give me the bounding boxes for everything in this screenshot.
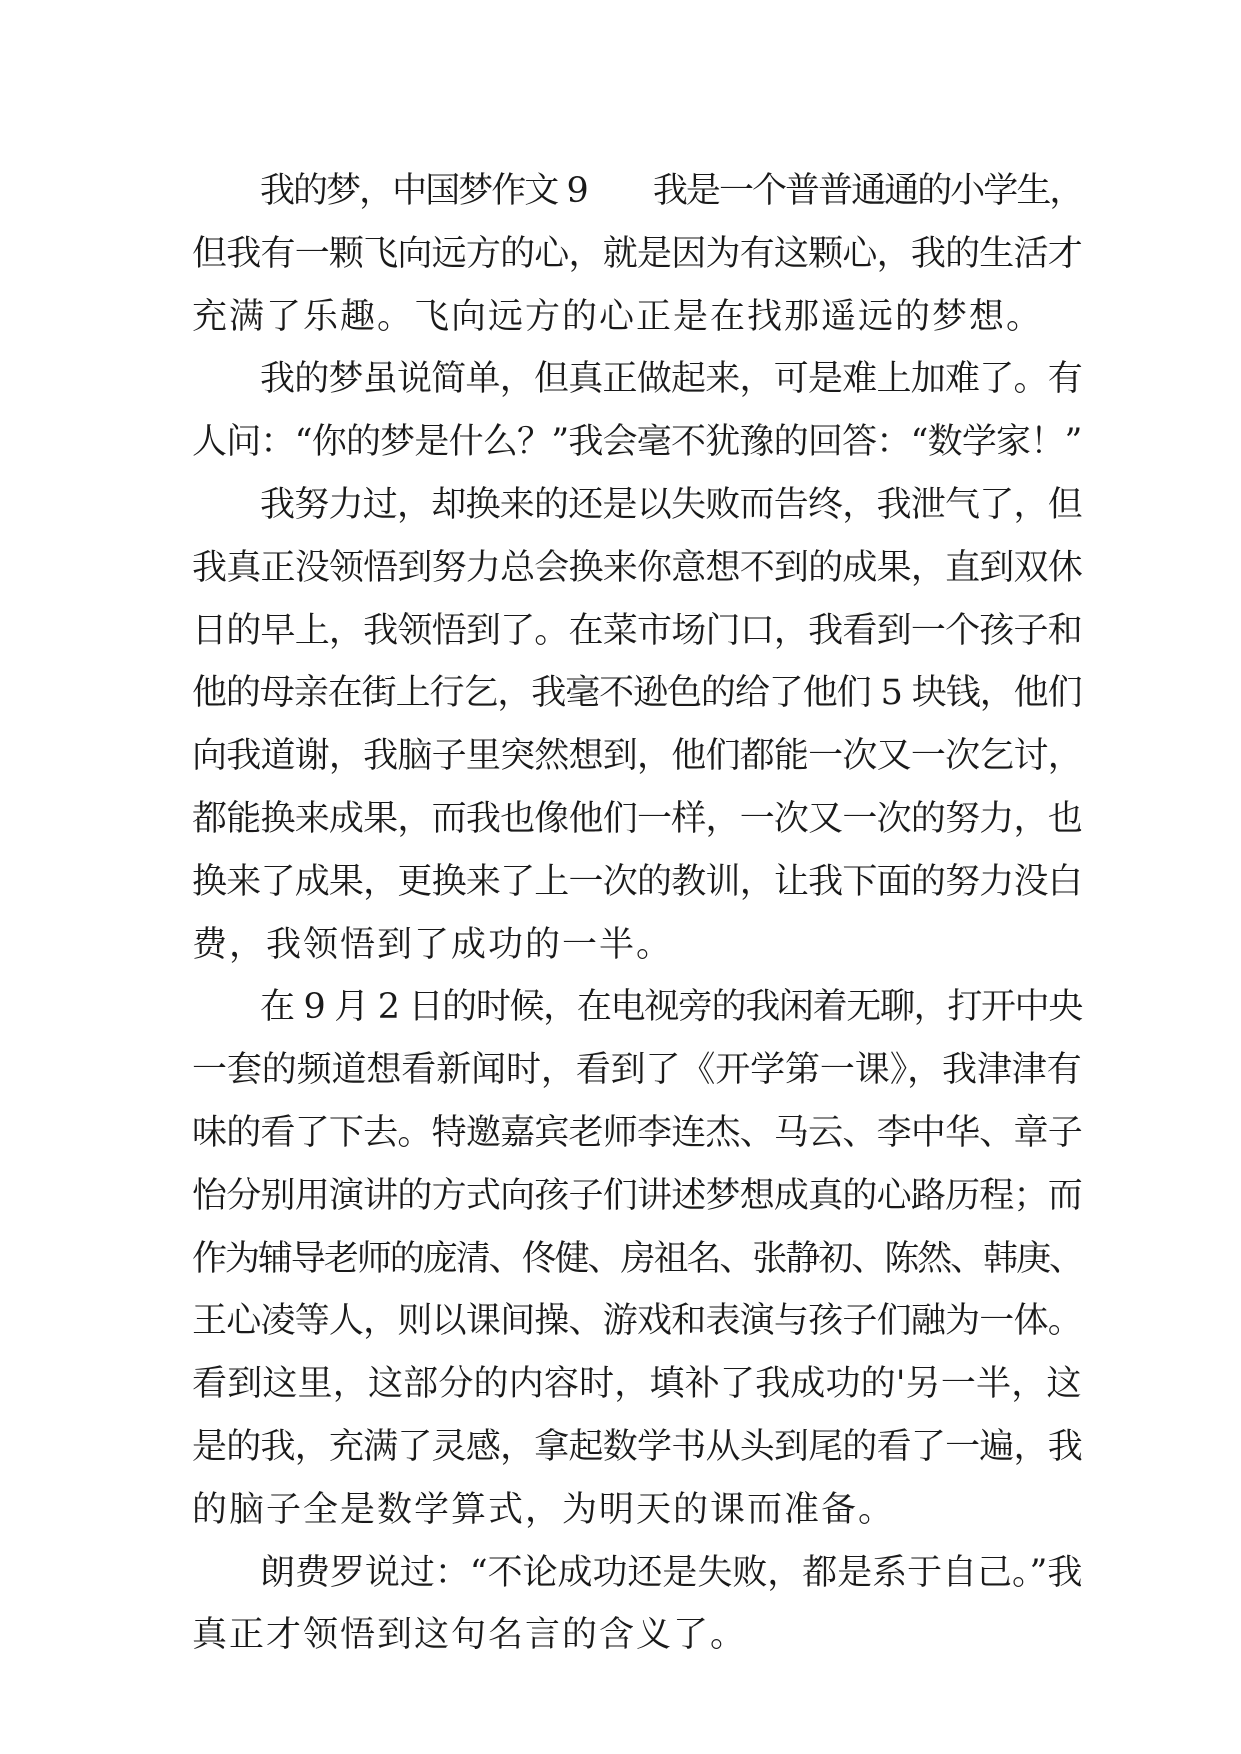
text-line: 我的梦虽说简单，但真正做起来，可是难上加难了。有 <box>260 359 1083 400</box>
text-line: 王心凌等人，则以课间操、游戏和表演与孩子们融为一体。 <box>192 1301 1083 1342</box>
text-line: 我努力过，却换来的还是以失败而告终，我泄气了，但 <box>260 484 1083 525</box>
text-line: 换来了成果，更换来了上一次的教训，让我下面的努力没白 <box>192 861 1083 902</box>
essay-body <box>192 160 1082 1667</box>
text-line: 的脑子全是数学算式，为明天的课而准备。 <box>192 1489 896 1530</box>
text-line: 费，我领悟到了成功的一半。 <box>192 924 674 965</box>
text-line: 一套的频道想看新闻时，看到了《开学第一课》，我津津有 <box>192 1050 1082 1091</box>
text-line: 真正才领悟到这句名言的含义了。 <box>192 1615 748 1656</box>
text-line: 看到这里，这部分的内容时，填补了我成功的'另一半，这 <box>192 1364 1082 1405</box>
text-line: 我的梦，中国梦作文 9 我是一个普普通通的小学生， <box>260 171 1083 211</box>
text-line: 味的看了下去。特邀嘉宾老师李连杰、马云、李中华、章子 <box>192 1112 1083 1153</box>
text-line: 但我有一颗飞向远方的心，就是因为有这颗心，我的生活才 <box>192 233 1083 274</box>
text-line: 作为辅导老师的庞清、佟健、房祖名、张静初、陈然、韩庚、 <box>192 1238 1083 1279</box>
text-line: 向我道谢，我脑子里突然想到，他们都能一次又一次乞讨， <box>192 736 1083 777</box>
text-line: 日的早上，我领悟到了。在菜市场门口，我看到一个孩子和 <box>192 610 1083 651</box>
text-line: 在 9 月 2 日的时候，在电视旁的我闲着无聊，打开中央 <box>260 987 1083 1028</box>
text-line: 他的母亲在街上行乞，我毫不逊色的给了他们 5 块钱，他们 <box>192 673 1082 714</box>
text-line: 朗费罗说过：“不论成功还是失败，都是系于自己。”我 <box>260 1552 1083 1593</box>
text-line: 人问：“你的梦是什么？”我会毫不犹豫的回答：“数学家！” <box>192 422 1082 463</box>
text-line: 怡分别用演讲的方式向孩子们讲述梦想成真的心路历程；而 <box>192 1175 1083 1216</box>
text-line: 是的我，充满了灵感，拿起数学书从头到尾的看了一遍，我 <box>192 1426 1083 1467</box>
text-line: 都能换来成果，而我也像他们一样，一次又一次的努力，也 <box>192 798 1083 839</box>
text-line: 我真正没领悟到努力总会换来你意想不到的成果，直到双休 <box>192 547 1083 588</box>
text-line: 充满了乐趣。飞向远方的心正是在找那遥远的梦想。 <box>192 296 1044 337</box>
